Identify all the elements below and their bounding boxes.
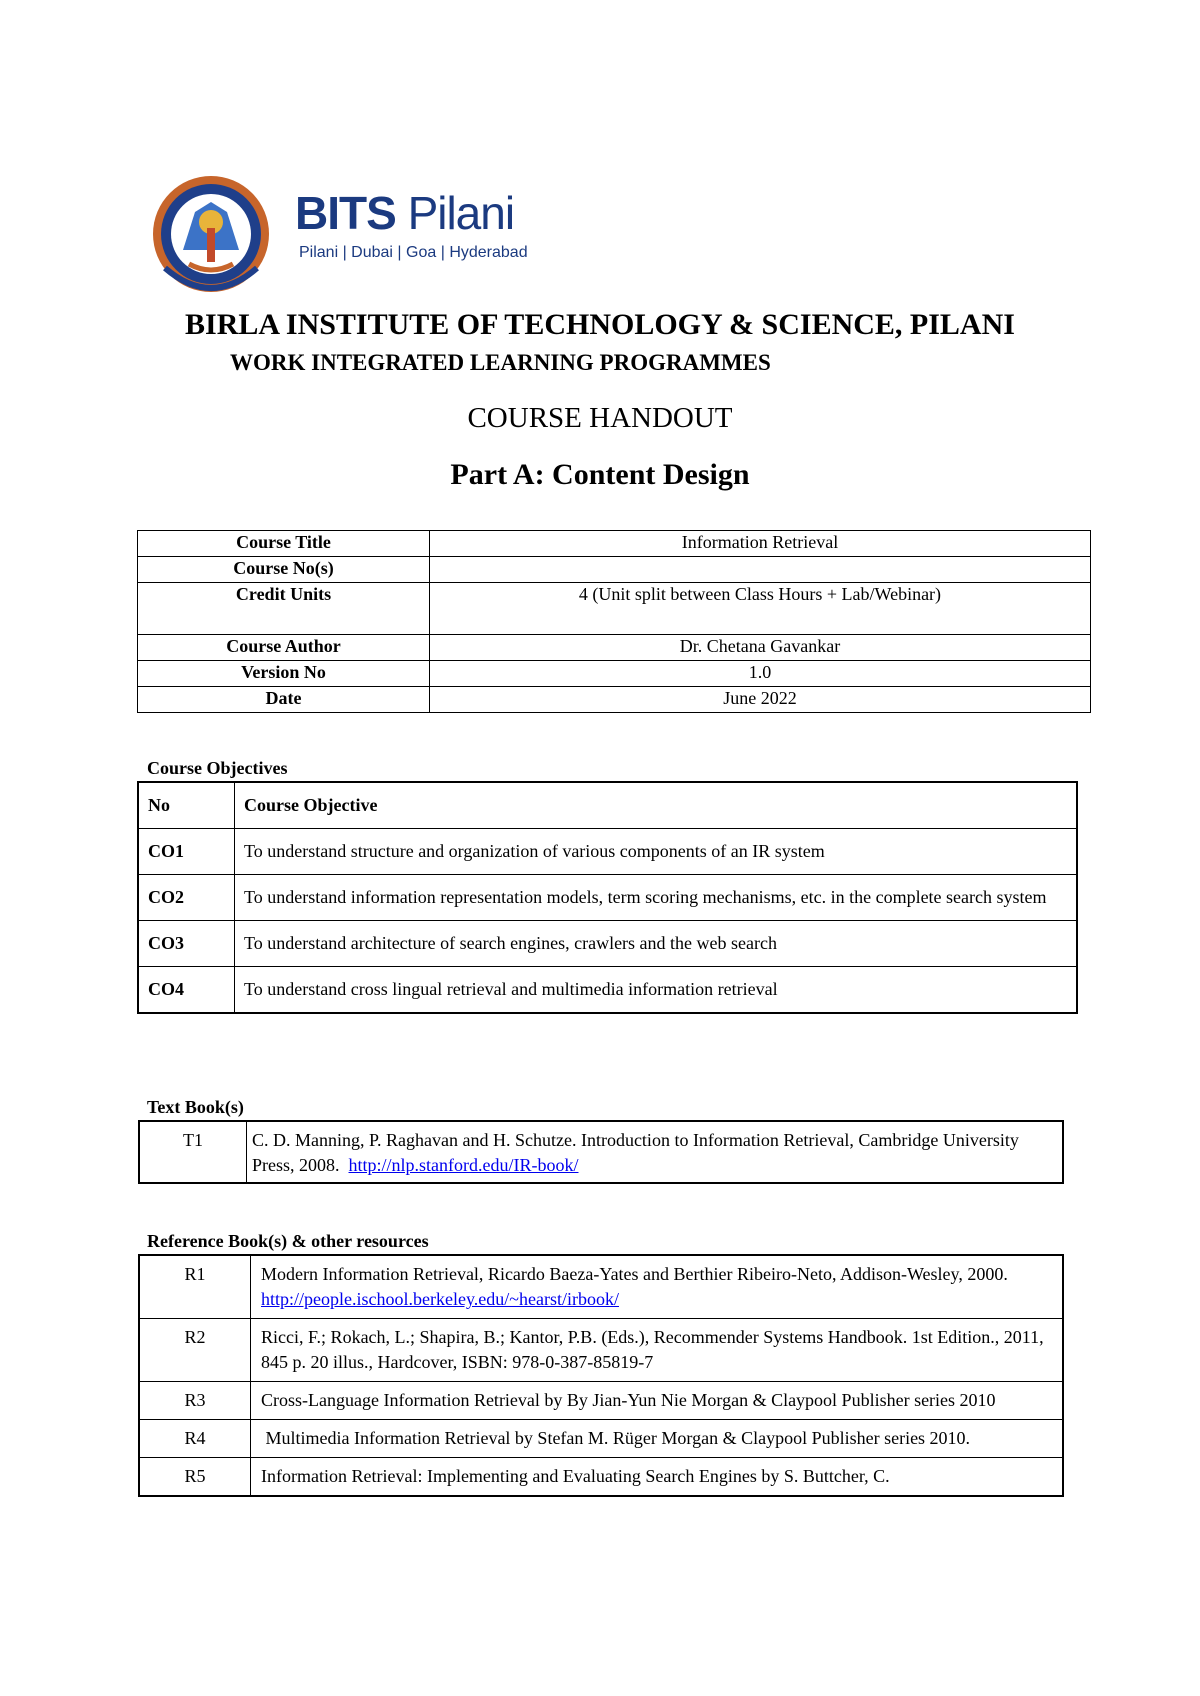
book-link[interactable]: http://nlp.stanford.edu/IR-book/ (348, 1155, 579, 1175)
objective-text: To understand information representation models, term scoring mechanisms, etc. in the complete search system (235, 875, 1078, 921)
references-label: Reference Book(s) & other resources (147, 1231, 429, 1251)
book-text: C. D. Manning, P. Raghavan and H. Schutze. Introduction to Information Retrieval, Cambridge University Press, 2008. (252, 1130, 1019, 1175)
objective-no: CO2 (138, 875, 235, 921)
book-entry (247, 1121, 1064, 1183)
table-row (138, 635, 1091, 661)
table-row (139, 1458, 1063, 1497)
ref-text: Cross-Language Information Retrieval by By Jian-Yun Nie Morgan & Claypool Publisher series 2010 (251, 1382, 1064, 1420)
info-label: Credit Units (138, 583, 430, 635)
reference-books-table (138, 1254, 1064, 1497)
info-label: Course No(s) (138, 557, 430, 583)
objectives-label: Course Objectives (147, 758, 288, 778)
ref-text: Ricci, F.; Rokach, L.; Shapira, B.; Kantor, P.B. (Eds.), Recommender Systems Handbook. 1st Edition., 2011, 845 p. 20 illus., Hardcover, ISBN: 978-0-387-85819-7 (251, 1319, 1064, 1382)
info-value: Dr. Chetana Gavankar (430, 635, 1091, 661)
info-value: June 2022 (430, 687, 1091, 713)
logo-wordmark: BITS Pilani (295, 187, 515, 239)
bits-pilani-logo (143, 172, 563, 302)
part-title: Part A: Content Design (450, 458, 750, 491)
ref-text: Modern Information Retrieval, Ricardo Baeza-Yates and Berthier Ribeiro-Neto, Addison-Wesley, 2000. (261, 1264, 1008, 1284)
table-row (138, 829, 1077, 875)
objective-text: To understand architecture of search engines, crawlers and the web search (235, 921, 1078, 967)
ref-text: Information Retrieval: Implementing and Evaluating Search Engines by S. Buttcher, C. (251, 1458, 1064, 1497)
info-label: Course Title (138, 531, 430, 557)
ref-id: R5 (139, 1458, 251, 1497)
book-id: T1 (139, 1121, 247, 1183)
table-row (138, 661, 1091, 687)
info-value (430, 557, 1091, 583)
header-no: No (138, 782, 235, 829)
ref-id: R2 (139, 1319, 251, 1382)
course-objectives-table (137, 781, 1078, 1014)
table-row (139, 1255, 1063, 1319)
table-row (139, 1420, 1063, 1458)
objective-no: CO3 (138, 921, 235, 967)
objective-no: CO1 (138, 829, 235, 875)
table-header-row (138, 782, 1077, 829)
info-value: 1.0 (430, 661, 1091, 687)
info-value: 4 (Unit split between Class Hours + Lab/Webinar) (430, 583, 1091, 635)
programme-name: WORK INTEGRATED LEARNING PROGRAMMES (230, 350, 771, 375)
document-title: COURSE HANDOUT (467, 402, 733, 434)
table-row (138, 875, 1077, 921)
objective-no: CO4 (138, 967, 235, 1014)
info-label: Course Author (138, 635, 430, 661)
table-row (139, 1319, 1063, 1382)
table-row (138, 531, 1091, 557)
table-row (138, 687, 1091, 713)
table-row (138, 583, 1091, 635)
text-books-label: Text Book(s) (147, 1097, 244, 1117)
logo-campuses: Pilani | Dubai | Goa | Hyderabad (299, 244, 528, 261)
ref-entry (251, 1255, 1064, 1319)
objective-text: To understand structure and organization of various components of an IR system (235, 829, 1078, 875)
table-row (138, 557, 1091, 583)
text-books-table (138, 1120, 1064, 1184)
table-row (139, 1382, 1063, 1420)
info-label: Date (138, 687, 430, 713)
table-row (138, 967, 1077, 1014)
objective-text: To understand cross lingual retrieval and multimedia information retrieval (235, 967, 1078, 1014)
table-row (139, 1121, 1063, 1183)
institute-name: BIRLA INSTITUTE OF TECHNOLOGY & SCIENCE, PILANI (185, 308, 1015, 341)
header-objective: Course Objective (235, 782, 1078, 829)
info-value: Information Retrieval (430, 531, 1091, 557)
course-info-table (137, 530, 1091, 713)
table-row (138, 921, 1077, 967)
ref-link[interactable]: http://people.ischool.berkeley.edu/~hearst/irbook/ (261, 1289, 619, 1309)
ref-text: Multimedia Information Retrieval by Stefan M. Rüger Morgan & Claypool Publisher series 2010. (251, 1420, 1064, 1458)
ref-id: R1 (139, 1255, 251, 1319)
ref-id: R3 (139, 1382, 251, 1420)
info-label: Version No (138, 661, 430, 687)
ref-id: R4 (139, 1420, 251, 1458)
bits-emblem-icon (143, 172, 291, 302)
